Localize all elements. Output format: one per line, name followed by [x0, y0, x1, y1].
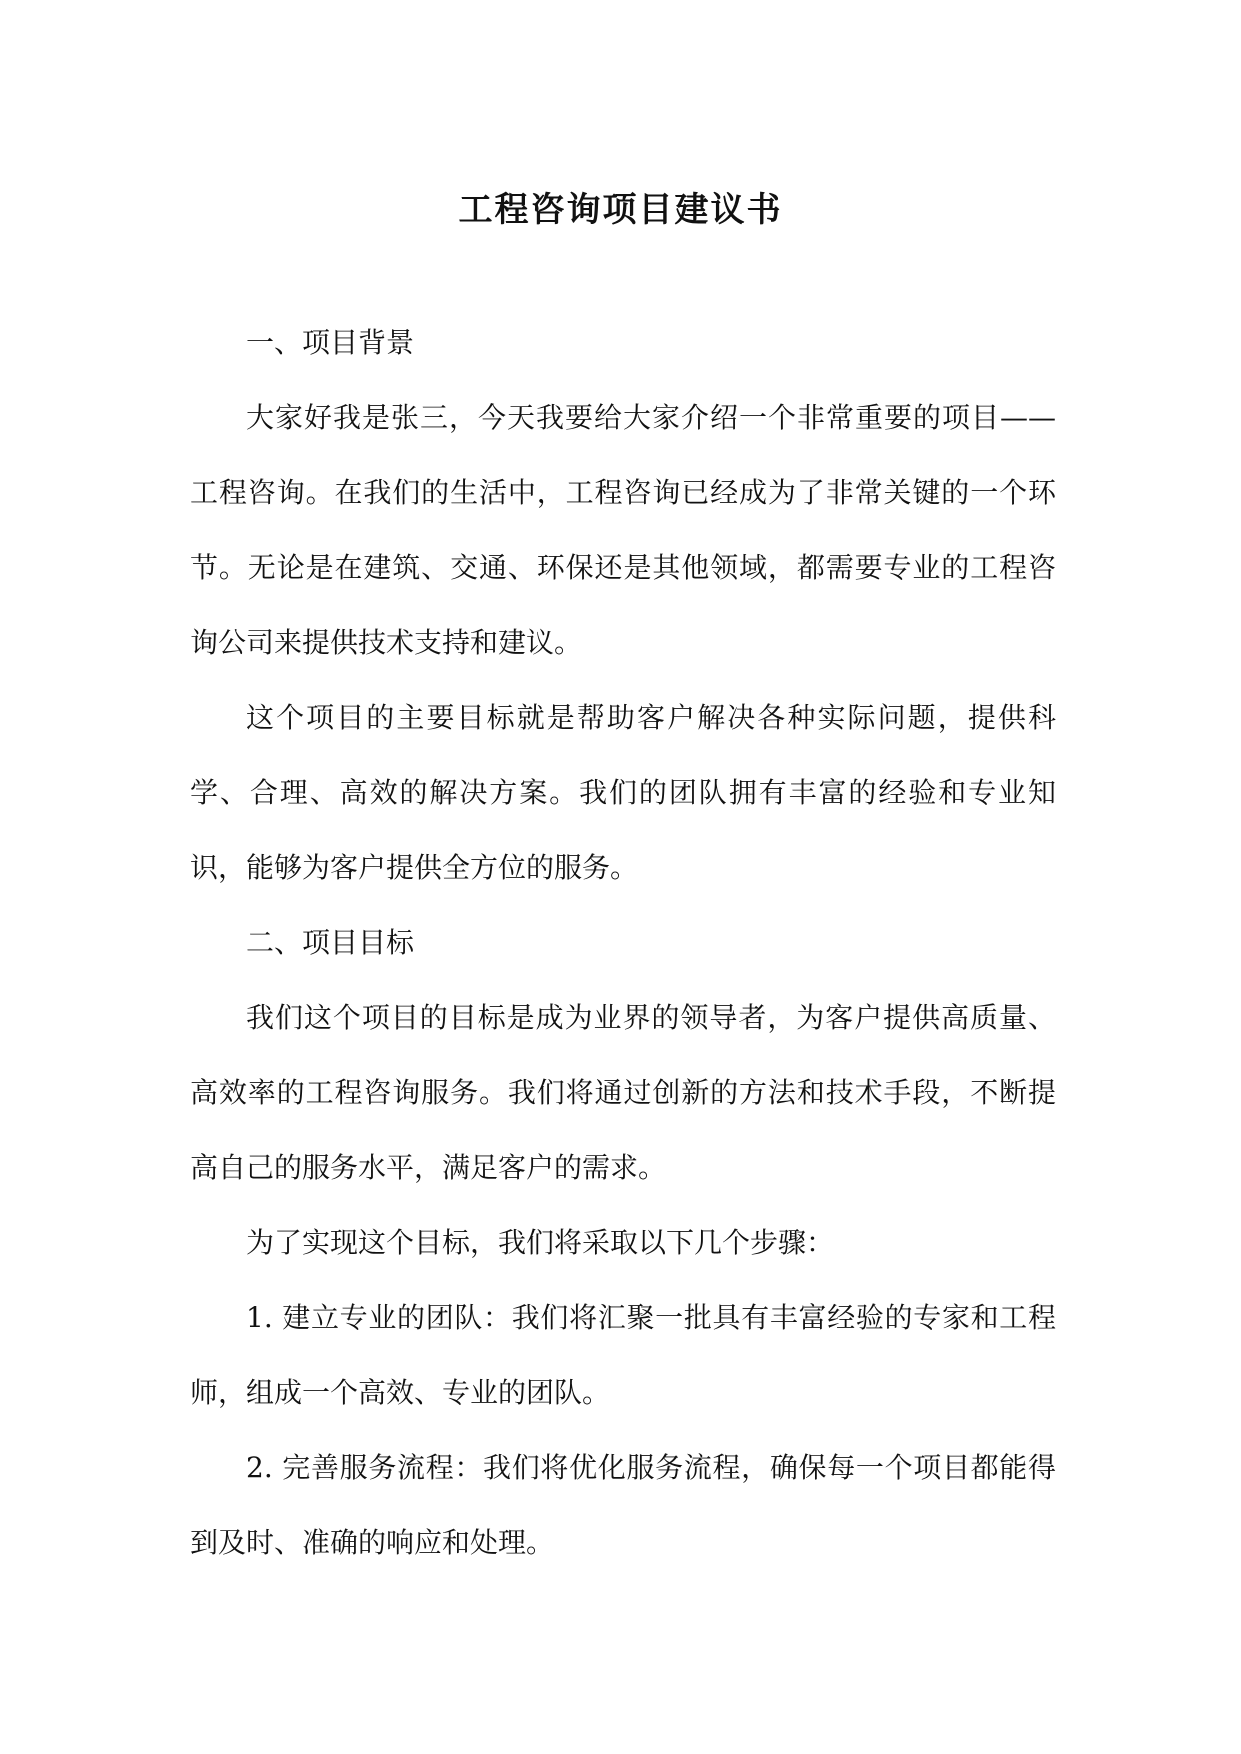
document-body [190, 305, 1056, 1580]
list-item-step-2: 2. 完善服务流程：我们将优化服务流程，确保每一个项目都能得到及时、准确的响应和处理。 [190, 1451, 1056, 1559]
section-heading-objectives: 二、项目目标 [246, 926, 415, 959]
paragraph-intro: 大家好我是张三，今天我要给大家介绍一个非常重要的项目——工程咨询。在我们的生活中，工程咨询已经成为了非常关键的一个环节。无论是在建筑、交通、环保还是其他领域，都需要专业的工程咨询公司来提供技术支持和建议。 [190, 401, 1056, 659]
section-heading-background: 一、项目背景 [246, 326, 415, 359]
paragraph-objective: 我们这个项目的目标是成为业界的领导者，为客户提供高质量、高效率的工程咨询服务。我们将通过创新的方法和技术手段，不断提高自己的服务水平，满足客户的需求。 [190, 1001, 1056, 1184]
paragraph-main-goal: 这个项目的主要目标就是帮助客户解决各种实际问题，提供科学、合理、高效的解决方案。我们的团队拥有丰富的经验和专业知识，能够为客户提供全方位的服务。 [190, 701, 1056, 884]
paragraph-steps-intro: 为了实现这个目标，我们将采取以下几个步骤： [246, 1226, 835, 1259]
document-title: 工程咨询项目建议书 [458, 190, 783, 230]
list-item-step-1: 1. 建立专业的团队：我们将汇聚一批具有丰富经验的专家和工程师，组成一个高效、专业的团队。 [190, 1301, 1056, 1409]
